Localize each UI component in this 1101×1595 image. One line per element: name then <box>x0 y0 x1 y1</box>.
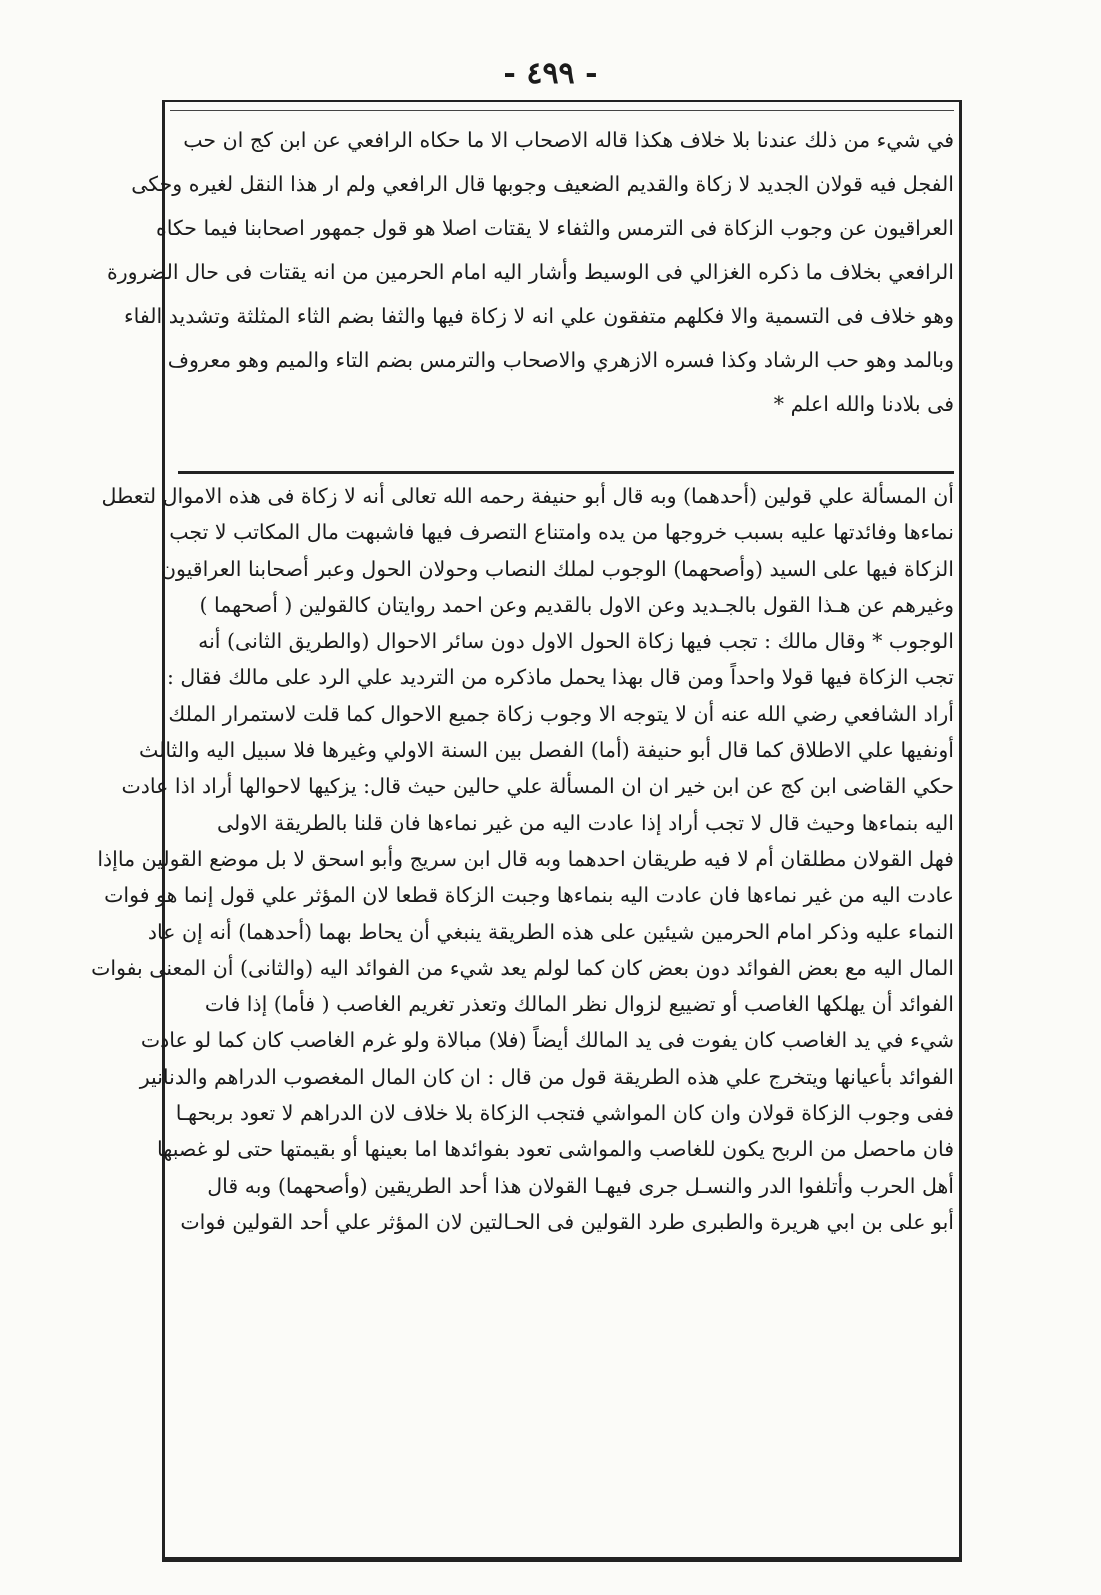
main-text-line: شيء في يد الغاصب كان يفوت فى يد المالك أيضاً (فلا) مبالاة ولو غرم الغاصب كان كما لو عادت <box>140 1028 954 1053</box>
main-text-block <box>91 478 954 1240</box>
page-number: - ٤٩٩ - <box>503 56 598 91</box>
main-text-line: أهل الحرب وأتلفوا الدر والنسـل جرى فيهـا القولان هذا أحد الطريقين (وأصحهما) وبه قال <box>207 1173 954 1198</box>
top-footnote-block <box>107 118 954 426</box>
top-note-line: العراقيون عن وجوب الزكاة فى الترمس والثفاء لا يقتات اصلا هو قول جمهور اصحابنا فيما حكاه <box>156 216 954 240</box>
main-text-line: ففى وجوب الزكاة قولان وان كان المواشي فتجب الزكاة بلا خلاف لان الدراهم لا تعود بربحهـا <box>175 1101 954 1126</box>
main-text-line: فان ماحصل من الربح يكون للغاصب والمواشى تعود بفوائدها اما بعينها أو بقيمتها حتى لو غصبها <box>157 1137 954 1162</box>
main-text-line: النماء عليه وذكر امام الحرمين شيئين على هذه الطريقة ينبغي أن يحاط بهما (أحدهما) أنه إن عاد <box>147 919 954 944</box>
top-note-line: وبالمد وهو حب الرشاد وكذا فسره الازهري والاصحاب والترمس بضم التاء والميم وهو معروف <box>167 348 954 372</box>
section-divider <box>178 471 954 474</box>
main-text-line: أراد الشافعي رضي الله عنه أن لا يتوجه الا وجوب زكاة جميع الاحوال كما قلت لاستمرار الملك <box>168 701 954 726</box>
top-note-line: الفجل فيه قولان الجديد لا زكاة والقديم الضعيف وجوبها قال الرافعي ولم ار هذا النقل لغيره وحكى <box>131 172 954 196</box>
main-text-line: اليه بنماءها وحيث قال لا تجب أراد إذا عادت اليه من غير نماءها فان قلنا بالطريقة الاولى <box>216 810 954 835</box>
main-text-line: حكي القاضى ابن كج عن ابن خير ان ان المسألة علي حالين حيث قال: يزكيها لاحوالها أراد اذا عادت <box>121 774 954 799</box>
main-text-line: أن المسألة علي قولين (أحدهما) وبه قال أبو حنيفة رحمه الله تعالى أنه لا زكاة فى هذه الاموال لتعطل <box>101 484 954 508</box>
main-text-line: عادت اليه من غير نماءها فان عادت اليه بنماءها وجبت الزكاة قطعا لان المؤثر علي قول إنما هو فوات <box>104 883 954 908</box>
main-text-line: الفوائد أن يهلكها الغاصب أو تضييع لزوال نظر المالك وتعذر تغريم الغاصب ( فأما) إذا فات <box>204 992 954 1017</box>
main-text-line: الوجوب * وقال مالك : تجب فيها زكاة الحول الاول دون سائر الاحوال (والطريق الثانى) أنه <box>198 629 954 654</box>
main-text-line: أونفيها علي الاطلاق كما قال أبو حنيفة (أما) الفصل بين السنة الاولي وغيرها فلا سبيل اليه والثالث <box>138 738 954 763</box>
top-rule <box>170 110 954 111</box>
main-text-line: تجب الزكاة فيها قولا واحداً ومن قال بهذا يحمل ماذكره من الترديد علي الرد على مالك فقال : <box>166 665 954 690</box>
main-text-line: الزكاة فيها على السيد (وأصحهما) الوجوب لملك النصاب وحولان الحول وعبر أصحابنا العراقيون <box>160 556 954 581</box>
main-text-line: نماءها وفائدتها عليه بسبب خروجها من يده وامتناع التصرف فيها فاشبهت مال المكاتب لا تجب <box>169 520 954 545</box>
top-note-line: وهو خلاف فى التسمية والا فكلهم متفقون علي انه لا زكاة فيها والثفا بضم الثاء المثلثة وتشديد الفاء <box>124 304 954 328</box>
main-text-line: الفوائد بأعيانها ويتخرج علي هذه الطريقة قول من قال : ان كان المال المغصوب الدراهم والدنانير <box>139 1064 954 1089</box>
main-text-line: وغيرهم عن هـذا القول بالجـديد وعن الاول بالقديم وعن احمد روايتان كالقولين ( أصحهما ) <box>199 592 954 617</box>
main-text-line: أبو على بن ابي هريرة والطبرى طرد القولين فى الحـالتين لان المؤثر علي أحد القولين فوات <box>180 1209 954 1234</box>
main-text-line: المال اليه مع بعض الفوائد دون بعض كان كما لولم يعد شيء من الفوائد اليه (والثانى) أن المعنى بفوات <box>91 955 954 980</box>
top-note-line: الرافعي بخلاف ما ذكره الغزالي فى الوسيط وأشار اليه امام الحرمين من انه يقتات فى حال الضرورة <box>107 260 954 284</box>
main-text-line: فهل القولان مطلقان أم لا فيه طريقان احدهما وبه قال ابن سريج وأبو اسحق لا بل موضع القولين ماإذا <box>97 846 954 871</box>
top-note-line: في شيء من ذلك عندنا بلا خلاف هكذا قاله الاصحاب الا ما حكاه الرافعي عن ابن كج ان حب <box>183 128 954 152</box>
top-note-line: فى بلادنا والله اعلم * <box>773 392 954 416</box>
